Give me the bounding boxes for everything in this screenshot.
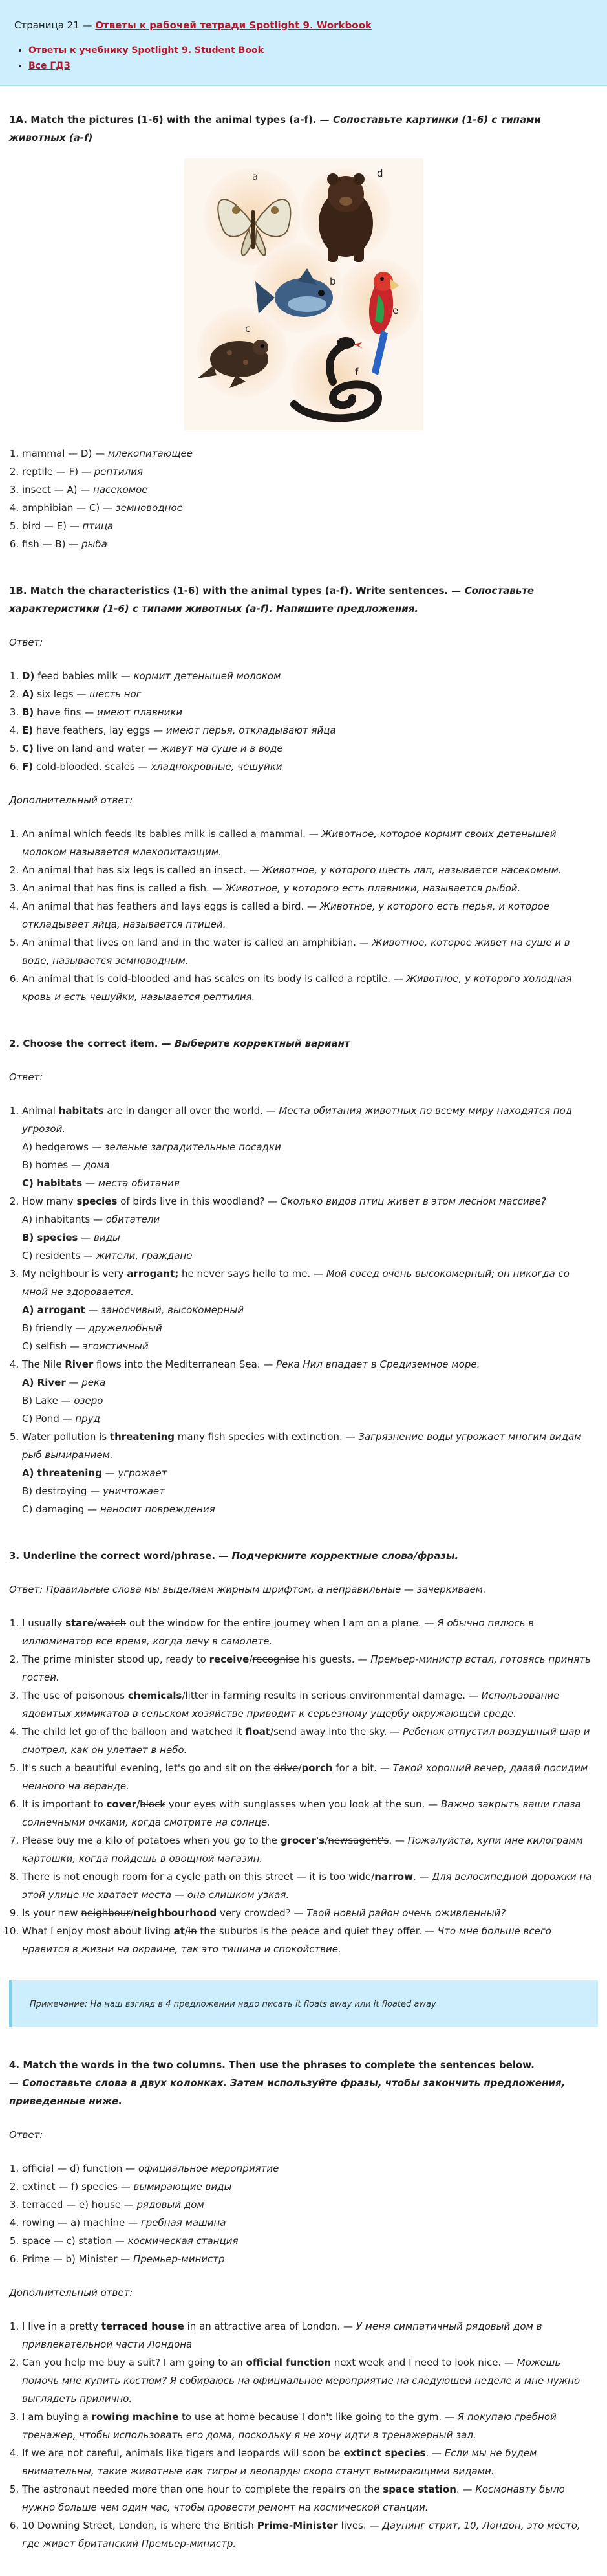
list-item: 6. 10 Downing Street, London, is where the British Prime-Minister lives. — Даунинг стрит, 10, Лондон, это место, где живет британский Премьер-министр. [22, 2516, 598, 2553]
list-item: 4. rowing — a) machine — гребная машина [22, 2214, 598, 2232]
exercise-1b-extra [9, 825, 598, 1006]
note-text: Примечание: На наш взгляд в 4 предложении надо писать it floats away или it floated away [30, 2000, 436, 2009]
exercise-1b-answers [9, 667, 598, 776]
content [0, 111, 607, 2553]
image-label: f [354, 366, 358, 378]
list-item: 5. C) live on land and water — живут на суше и в воде [22, 739, 598, 758]
related-links [14, 45, 593, 71]
image-label: a [251, 171, 258, 182]
list-item: 1. Animal habitats are in danger all over the world. — Места обитания животных по всему миру находятся под угрозой. A) hedgerows — зеленые заградительные посадки B) homes — дома C) habitats — места обитания [22, 1102, 598, 1192]
list-item: 6. fish — B) — рыба [22, 535, 598, 553]
list-item: 3. The use of poisonous chemicals/litter in farming results in serious environmental damage. — Использование ядовитых химикатов в сельском хозяйстве приводит к серьезному ущербу окружающей среде. [22, 1686, 598, 1723]
exercise-2-answers [9, 1102, 598, 1518]
exercise-2-title: 2. Choose the correct item. — Выберите корректный вариант [9, 1038, 350, 1049]
list-item: 2. How many species of birds live in this woodland? — Сколько видов птиц живет в этом лесном массиве? A) inhabitants — обитатели B) species — виды C) residents — жители, граждане [22, 1192, 598, 1265]
list-item: 7. Please buy me a kilo of potatoes when you go to the grocer's/newsagent's. — Пожалуйста, купи мне килограмм картошки, когда пойдешь в овощной магазин. [22, 1831, 598, 1868]
exercise-1a-title: 1A. Match the pictures (1-6) with the animal types (a-f). — Сопоставьте картинки (1-6) с типами животных (a-f) [9, 114, 541, 144]
list-item: 2. An animal that has six legs is called an insect. — Животное, у которого шесть лап, называется насекомым. [22, 861, 598, 879]
list-item: 6. F) cold-blooded, scales — хладнокровные, чешуйки [22, 758, 598, 776]
list-item: 10. What I enjoy most about living at/in the suburbs is the peace and quiet they offer. — Что мне больше всего нравится в жизни на окраине, так это тишина и спокойствие. [22, 1922, 598, 1958]
extra-answer-label: Дополнительный ответ: [9, 794, 133, 806]
list-item: 1. official — d) function — официальное мероприятие [22, 2159, 598, 2178]
answer-label: Ответ: [9, 637, 43, 648]
list-item: 3. I am buying a rowing machine to use at home because I don't like going to the gym. — Я покупаю гребной тренажер, чтобы использовать его дома, поскольку я не хочу идти в тренажерный зал. [22, 2408, 598, 2444]
breadcrumb-box [0, 0, 607, 86]
list-item: 1. D) feed babies milk — кормит детенышей молоком [22, 667, 598, 685]
option-correct: C) habitats — места обитания [22, 1177, 180, 1189]
list-item: 3. terraced — e) house — рядовый дом [22, 2196, 598, 2214]
image-label: d [376, 168, 383, 179]
related-link-item [28, 61, 593, 71]
list-item: 2. Can you help me buy a suit? I am going to an official function next week and I need to look nice. — Можешь помочь мне купить костюм? Я собираюсь на официальное мероприятие на следующей неделе и мне нужно выглядеть прилично. [22, 2353, 598, 2408]
image-label: c [244, 323, 250, 334]
exercise-4-title: 4. Match the words in the two columns. Then use the phrases to complete the sentences below. — Сопоставьте слова в двух колонках. Затем используйте фразы, чтобы закончить предложения, приведенные ниже. [9, 2059, 566, 2107]
exercise-4-answers [9, 2159, 598, 2268]
list-item: 5. space — c) station — космическая станция [22, 2232, 598, 2250]
all-gdz-link[interactable]: Все ГДЗ [28, 61, 70, 71]
list-item: 4. If we are not careful, animals like tigers and leopards will soon be extinct species. — Если мы не будем внимательны, такие животные как тигры и леопарды скоро станут вымирающими видами. [22, 2444, 598, 2480]
animals-picture [184, 158, 423, 430]
list-item: 5. bird — E) — птица [22, 517, 598, 535]
option: B) friendly — дружелюбный [22, 1322, 162, 1334]
option: B) homes — дома [22, 1159, 110, 1171]
related-link-item [28, 45, 593, 56]
student-book-link[interactable]: Ответы к учебнику Spotlight 9. Student Book [28, 45, 264, 56]
list-item: 1. mammal — D) — млекопитающее [22, 444, 598, 463]
option-correct: A) River — река [22, 1377, 106, 1388]
list-item: 4. amphibian — C) — земноводное [22, 499, 598, 517]
option: C) selfish — эгоистичный [22, 1340, 149, 1352]
exercise-1b-title: 1B. Match the characteristics (1-6) with the animal types (a-f). Write sentences. — Сопоставьте характеристики (1-6) с типами животных (a-f). Напишите предложения. [9, 585, 535, 615]
list-item: 6. Prime — b) Minister — Премьер-министр [22, 2250, 598, 2268]
workbook-link[interactable]: Ответы к рабочей тетради Spotlight 9. Workbook [95, 19, 372, 31]
list-item: 1. I usually stare/watch out the window for the entire journey when I am on a plane. — Я обычно пялюсь в иллюминатор все время, когда лечу в самолете. [22, 1614, 598, 1650]
list-item: 3. An animal that has fins is called a fish. — Животное, у которого есть плавники, называется рыбой. [22, 879, 598, 897]
list-item: 3. insect — A) — насекомое [22, 481, 598, 499]
list-item: 4. The Nile River flows into the Mediterranean Sea. — Река Нил впадает в Средиземное море. A) River — река B) Lake — озеро C) Pond — пруд [22, 1355, 598, 1428]
list-item: 3. My neighbour is very arrogant; he never says hello to me. — Мой сосед очень высокомерный; он никогда со мной не здоровается. A) arrogant — заносчивый, высокомерный B) friendly — дружелюбный C) selfish — эгоистичный [22, 1265, 598, 1355]
image-label: b [329, 276, 336, 287]
exercise-1a-answers [9, 444, 598, 553]
answer-intro: Ответ: Правильные слова мы выделяем жирным шрифтом, а неправильные — зачеркиваем. [9, 1584, 486, 1595]
list-item: 3. B) have fins — имеют плавники [22, 703, 598, 721]
list-item: 5. An animal that lives on land and in the water is called an amphibian. — Животное, которое живет на суше и в воде, называется земноводным. [22, 933, 598, 970]
list-item: 2. The prime minister stood up, ready to receive/recognise his guests. — Премьер-министр встал, готовясь принять гостей. [22, 1650, 598, 1686]
animals-illustration [184, 158, 423, 430]
list-item: 5. Water pollution is threatening many fish species with extinction. — Загрязнение воды угрожает многим видам рыб вымиранием. A) threatening — угрожает B) destroying — уничтожает C) damaging — наносит повреждения [22, 1428, 598, 1518]
exercise-3-answers [9, 1614, 598, 1958]
list-item: 9. Is your new neighbour/neighbourhood very crowded? — Твой новый район очень оживленный? [22, 1904, 598, 1922]
list-item: 2. reptile — F) — рептилия [22, 463, 598, 481]
option: B) Lake — озеро [22, 1395, 103, 1406]
option: B) destroying — уничтожает [22, 1485, 165, 1497]
list-item: 6. It is important to cover/block your eyes with sunglasses when you look at the sun. — Важно закрыть ваши глаза солнечными очками, когда смотрите на солнце. [22, 1795, 598, 1831]
option: C) residents — жители, граждане [22, 1250, 193, 1261]
option: C) damaging — наносит повреждения [22, 1503, 215, 1515]
exercise-4-extra [9, 2317, 598, 2553]
option-correct: B) species — виды [22, 1232, 120, 1243]
answer-label: Ответ: [9, 1071, 43, 1083]
option-correct: A) threatening — угрожает [22, 1467, 167, 1479]
list-item: 1. I live in a pretty terraced house in an attractive area of London. — У меня симпатичный рядовый дом в привлекательной части Лондона [22, 2317, 598, 2353]
option: A) inhabitants — обитатели [22, 1214, 160, 1225]
list-item: 4. The child let go of the balloon and watched it float/send away into the sky. — Ребенок отпустил воздушный шар и смотрел, как он улетает в небо. [22, 1723, 598, 1759]
list-item: 5. The astronaut needed more than one hour to complete the repairs on the space station. — Космонавту было нужно больше чем один час, чтобы провести ремонт на космической станции. [22, 2480, 598, 2516]
list-item: 4. An animal that has feathers and lays eggs is called a bird. — Животное, у которого есть перья, и которое откладывает яйца, называется птицей. [22, 897, 598, 933]
list-item: 2. A) six legs — шесть ног [22, 685, 598, 703]
list-item: 6. An animal that is cold-blooded and has scales on its body is called a reptile. — Животное, у которого холодная кровь и есть чешуйки, называется рептилия. [22, 970, 598, 1006]
list-item: 4. E) have feathers, lay eggs — имеют перья, откладывают яйца [22, 721, 598, 739]
answer-label: Ответ: [9, 2129, 43, 2141]
option: A) hedgerows — зеленые заградительные посадки [22, 1141, 281, 1153]
option-correct: A) arrogant — заносчивый, высокомерный [22, 1304, 244, 1316]
note-box [9, 1980, 598, 2027]
option: C) Pond — пруд [22, 1413, 100, 1424]
extra-answer-label: Дополнительный ответ: [9, 2287, 133, 2298]
image-label: e [392, 305, 398, 316]
exercise-3-title: 3. Underline the correct word/phrase. — Подчеркните корректные слова/фразы. [9, 1550, 459, 1562]
page-breadcrumb [14, 19, 593, 31]
list-item: 8. There is not enough room for a cycle path on this street — it is too wide/narrow. — Для велосипедной дорожки на этой улице не хватает места — она слишком узкая. [22, 1868, 598, 1904]
list-item: 5. It's such a beautiful evening, let's go and sit on the drive/porch for a bit. — Такой хороший вечер, давай посидим немного на веранде. [22, 1759, 598, 1795]
list-item: 1. An animal which feeds its babies milk is called a mammal. — Животное, которое кормит своих детенышей молоком называется млекопитающим. [22, 825, 598, 861]
list-item: 2. extinct — f) species — вымирающие виды [22, 2178, 598, 2196]
page-prefix: Страница 21 — [14, 19, 96, 31]
